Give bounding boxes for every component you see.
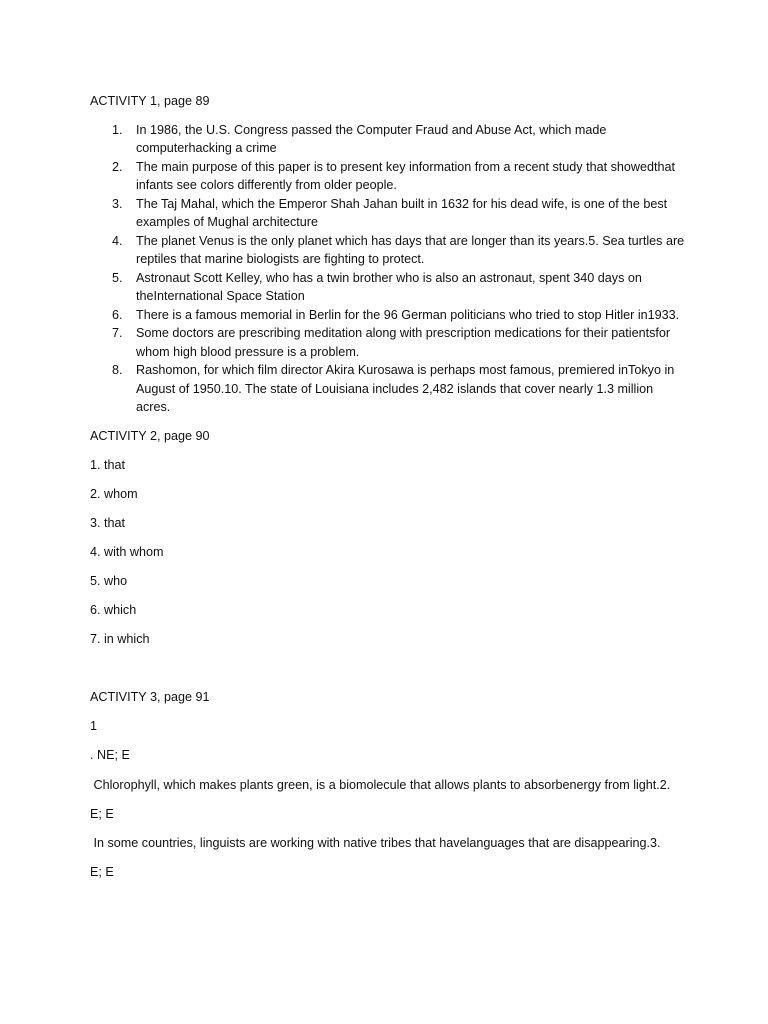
activity2-heading: ACTIVITY 2, page 90	[90, 428, 210, 443]
list-item-text: The planet Venus is the only planet which has days that are longer than its years.5. Sea turtles are reptiles that marine biologists are fighting to protect.	[136, 233, 685, 266]
list-item-number: 1.	[112, 122, 123, 137]
answer-line: 6. which	[90, 603, 137, 618]
activity3-section	[90, 688, 690, 881]
document-page	[90, 92, 690, 881]
activity3-line: E; E	[90, 806, 114, 821]
answer-line: 7. in which	[90, 632, 150, 647]
answer-line: 5. who	[90, 573, 128, 588]
activity1-heading: ACTIVITY 1, page 89	[90, 94, 210, 108]
list-item	[90, 306, 690, 325]
list-item-text: There is a famous memorial in Berlin for the 96 German politicians who tried to stop Hitler in1933.	[136, 307, 680, 322]
answer-line: 1. that	[90, 457, 126, 472]
list-item-number: 2.	[112, 159, 123, 174]
activity3-line: 1	[90, 719, 98, 734]
list-item-number: 8.	[112, 363, 123, 377]
list-item	[90, 324, 690, 361]
activity3-heading: ACTIVITY 3, page 91	[90, 690, 210, 705]
list-item	[90, 158, 690, 195]
list-item-text: Astronaut Scott Kelley, who has a twin brother who is also an astronaut, spent 340 days on theInternational Space Station	[136, 270, 642, 303]
list-item	[90, 269, 690, 306]
list-item	[90, 121, 690, 158]
list-item	[90, 232, 690, 269]
list-item-number: 3.	[112, 196, 123, 211]
activity3-line: . NE; E	[90, 748, 130, 763]
activity2-answers	[90, 456, 690, 649]
list-item-text: In 1986, the U.S. Congress passed the Computer Fraud and Abuse Act, which made computerhacking a crime	[136, 122, 607, 155]
list-item-text: Some doctors are prescribing meditation along with prescription medications for their patientsfor whom high blood pressure is a problem.	[136, 326, 671, 359]
list-item-text: The main purpose of this paper is to present key information from a recent study that showedthat infants see colors differently from older people.	[136, 159, 676, 192]
list-item-text: Rashomon, for which film director Akira Kurosawa is perhaps most famous, premiered inTokyo in August of 1950.10. The state of Louisiana includes 2,482 islands that cover nearly 1.3 million acres.	[136, 363, 675, 414]
activity1-list	[90, 121, 690, 417]
list-item-text: The Taj Mahal, which the Emperor Shah Jahan built in 1632 for his dead wife, is one of the best examples of Mughal architecture	[136, 196, 668, 229]
answer-line: 4. with whom	[90, 544, 164, 559]
list-item-number: 7.	[112, 326, 123, 340]
answer-line: 2. whom	[90, 486, 138, 501]
list-item	[90, 361, 690, 417]
activity3-line: Chlorophyll, which makes plants green, is a biomolecule that allows plants to absorbenergy from light.2.	[90, 777, 671, 792]
activity3-line: In some countries, linguists are working with native tribes that havelanguages that are disappearing.3.	[90, 835, 661, 850]
list-item-number: 6.	[112, 307, 123, 322]
activity3-line: E; E	[90, 864, 114, 879]
answer-line: 3. that	[90, 515, 126, 530]
list-item	[90, 195, 690, 232]
list-item-number: 5.	[112, 270, 123, 285]
list-item-number: 4.	[112, 233, 123, 248]
